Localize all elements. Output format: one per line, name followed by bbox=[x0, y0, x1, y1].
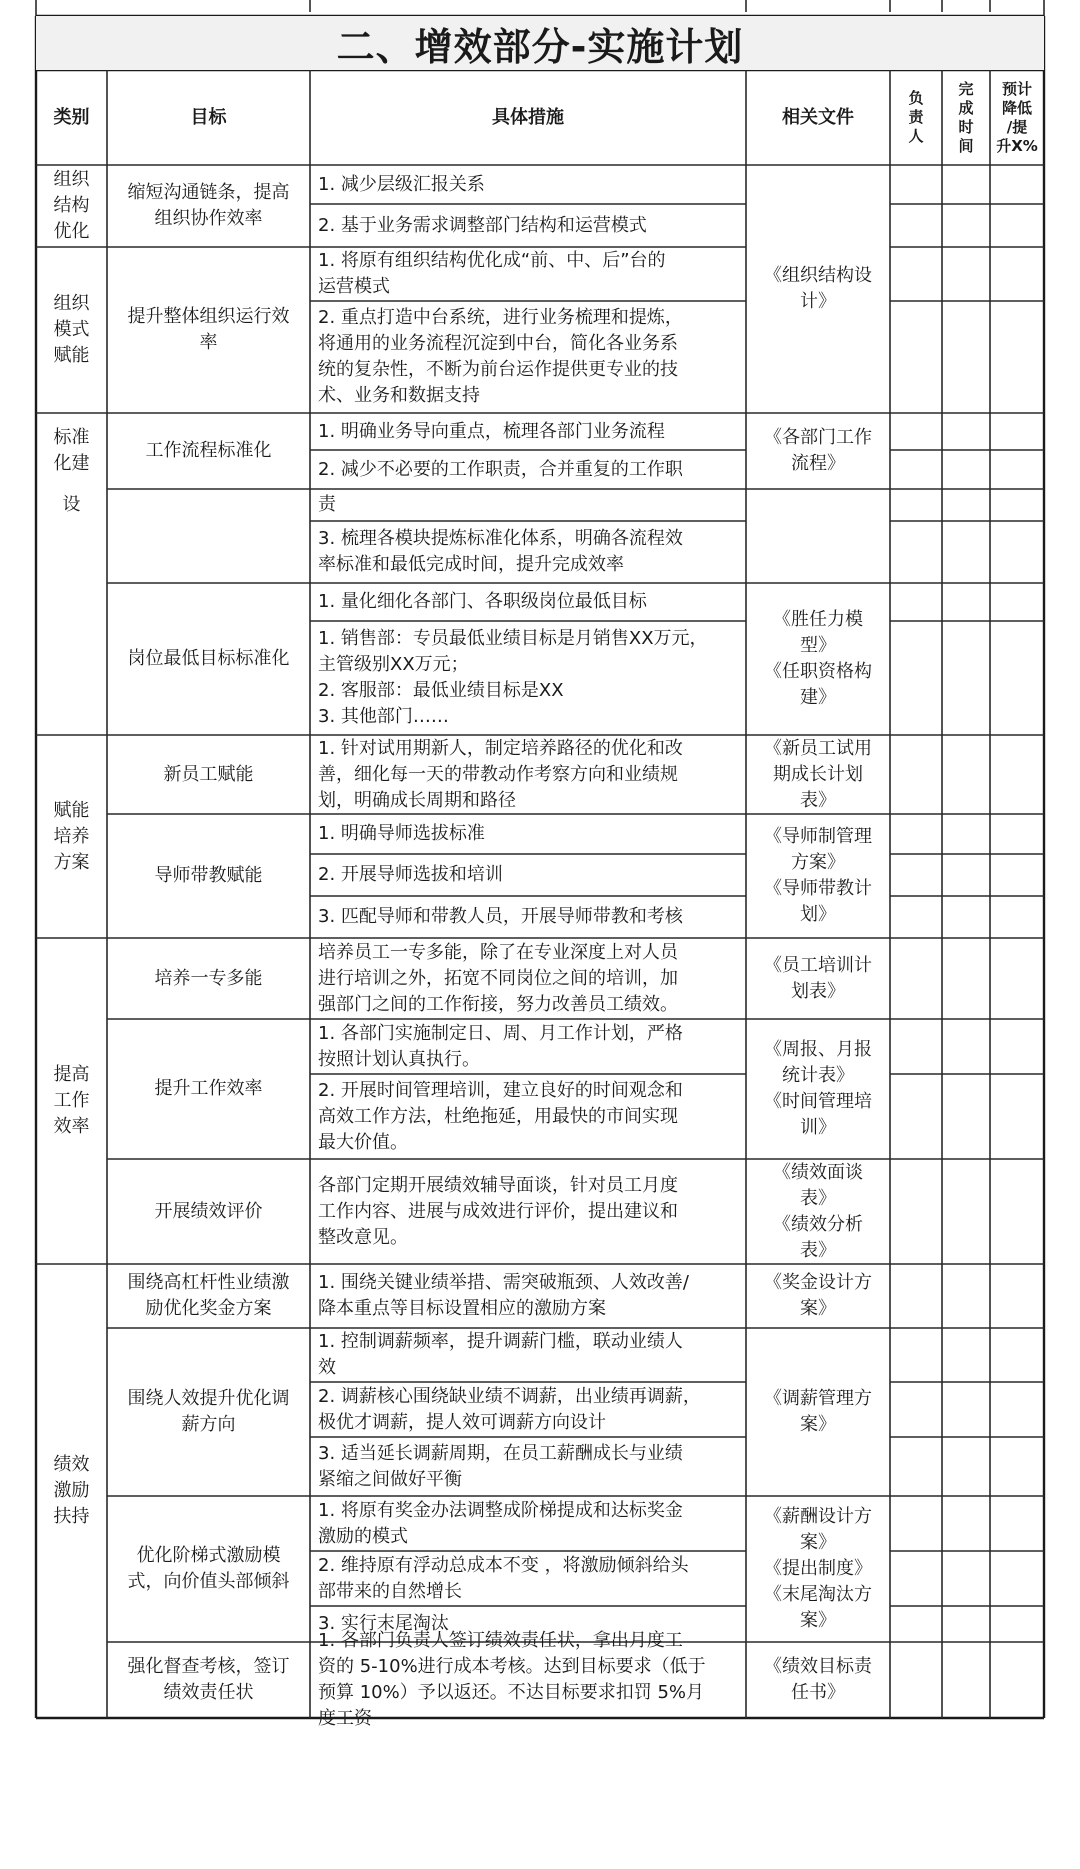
measure-cell: 责 bbox=[318, 494, 336, 515]
file-cell: 《奖金设计方 案》 bbox=[764, 1272, 872, 1319]
header-files: 相关文件 bbox=[782, 106, 854, 128]
measure-cell: 1. 围绕关键业绩举措、需突破瓶颈、人效改善/ 降本重点等目标设置相应的激励方案 bbox=[318, 1272, 689, 1319]
measure-cell: 1. 量化细化各部门、各职级岗位最低目标 bbox=[318, 591, 647, 612]
file-cell: 《绩效目标责 任书》 bbox=[764, 1656, 872, 1703]
goal-cell: 提升工作效率 bbox=[154, 1078, 263, 1099]
measure-cell: 各部门定期开展绩效辅导面谈，针对员工月度 工作内容、进展与成效进行评价，提出建议和 整改意见。 bbox=[318, 1174, 678, 1248]
measure-cell: 2. 调薪核心围绕缺业绩不调薪，出业绩再调薪， 极优才调薪，提人效可调薪方向设计 bbox=[318, 1385, 701, 1433]
measure-cell: 1. 将原有组织结构优化成“前、中、后”台的 运营模式 bbox=[318, 250, 666, 297]
measure-cell: 2. 基于业务需求调整部门结构和运营模式 bbox=[318, 214, 647, 236]
header-owner: 负 责 人 bbox=[908, 89, 924, 145]
measure-cell: 1. 针对试用期新人，制定培养路径的优化和改 善，细化每一天的带教动作考察方向和业绩规 划，明确成长周期和路径 bbox=[318, 737, 683, 811]
goal-cell: 围绕高杠杆性业绩激 励优化奖金方案 bbox=[127, 1272, 290, 1319]
file-cell: 《组织结构设 计》 bbox=[764, 265, 872, 312]
measure-cell: 2. 维持原有浮动总成本不变 ，将激励倾斜给头 部带来的自然增长 bbox=[318, 1554, 689, 1602]
header-measures: 具体措施 bbox=[492, 106, 564, 128]
measure-cell: 1. 减少层级汇报关系 bbox=[318, 173, 485, 195]
measure-cell: 1. 明确导师选拔标准 bbox=[318, 823, 485, 844]
file-cell: 《新员工试用 期成长计划 表》 bbox=[764, 737, 872, 811]
measure-cell: 3. 实行末尾淘汰 bbox=[318, 1613, 449, 1634]
goal-cell: 强化督查考核，签订 绩效责任状 bbox=[127, 1656, 290, 1703]
header-category: 类别 bbox=[53, 106, 90, 128]
measure-cell: 培养员工一专多能，除了在专业深度上对人员 进行培训之外，拓宽不同岗位之间的培训，加 强部门之间的工作衔接，努力改善员工绩效。 bbox=[318, 941, 678, 1015]
measure-cell: 1. 销售部：专员最低业绩目标是月销售XX万元， 主管级别XX万元； 2. 客服部：最低业绩目标是XX 3. 其他部门…… bbox=[318, 628, 708, 727]
goal-cell: 优化阶梯式激励模 式，向价值头部倾斜 bbox=[127, 1545, 290, 1592]
measure-cell: 2. 开展时间管理培训，建立良好的时间观念和 高效工作方法，杜绝拖延，用最快的市间实现 最大价值。 bbox=[318, 1079, 683, 1153]
file-cell: 《各部门工作 流程》 bbox=[764, 427, 872, 474]
measure-cell: 1. 将原有奖金办法调整成阶梯提成和达标奖金 激励的模式 bbox=[318, 1499, 683, 1547]
header-finish-time: 完 成 时 间 bbox=[958, 79, 974, 155]
measure-cell: 1. 明确业务导向重点，梳理各部门业务流程 bbox=[318, 420, 665, 442]
file-cell: 《胜任力模 型》 《任职资格构 建》 bbox=[764, 609, 872, 708]
goal-cell: 岗位最低目标标准化 bbox=[127, 648, 290, 669]
measure-cell: 2. 重点打造中台系统，进行业务梳理和提炼， 将通用的业务流程沉淀到中台，简化各业务系 统的复杂性，不断为前台运作提供更专业的技 术、业务和数据支持 bbox=[318, 307, 683, 406]
measure-cell: 2. 减少不必要的工作职责，合并重复的工作职 bbox=[318, 458, 683, 480]
goal-cell: 导师带教赋能 bbox=[154, 865, 263, 886]
header-expected: 预计 降低 /提 升X% bbox=[996, 79, 1038, 155]
goal-cell: 工作流程标准化 bbox=[145, 440, 272, 461]
measure-cell: 2. 开展导师选拔和培训 bbox=[318, 864, 503, 885]
measure-cell: 3. 适当延长调薪周期，在员工薪酬成长与业绩 紧缩之间做好平衡 bbox=[318, 1442, 683, 1490]
category-cell: 组织 模式 赋能 bbox=[53, 293, 90, 366]
file-cell: 《绩效面谈 表》 《绩效分析 表》 bbox=[773, 1161, 863, 1261]
category-cell: 标准 化建 bbox=[53, 427, 90, 474]
goal-cell: 开展绩效评价 bbox=[154, 1200, 263, 1222]
category-cell: 设 bbox=[62, 494, 81, 515]
file-cell: 《薪酬设计方 案》 《提出制度》 《末尾淘汰方 案》 bbox=[764, 1506, 872, 1631]
file-cell: 《调薪管理方 案》 bbox=[764, 1388, 872, 1435]
goal-cell: 围绕人效提升优化调 薪方向 bbox=[127, 1388, 290, 1435]
category-cell: 赋能 培养 方案 bbox=[53, 799, 90, 873]
measure-cell: 3. 匹配导师和带教人员，开展导师带教和考核 bbox=[318, 906, 683, 927]
page-title: 二、增效部分-实施计划 bbox=[36, 16, 1044, 70]
measure-cell: 3. 梳理各模块提炼标准化体系，明确各流程效 率标准和最低完成时间，提升完成效率 bbox=[318, 528, 683, 575]
goal-cell: 提升整体组织运行效 率 bbox=[127, 306, 290, 353]
goal-cell: 培养一专多能 bbox=[154, 967, 263, 989]
file-cell: 《导师制管理 方案》 《导师带教计 划》 bbox=[764, 826, 872, 925]
measure-cell: 1. 各部门实施制定日、周、月工作计划，严格 按照计划认真执行。 bbox=[318, 1022, 683, 1070]
category-cell: 提高 工作 效率 bbox=[53, 1064, 90, 1137]
measure-cell: 1. 各部门负责人签订绩效责任状，拿出月度工 资的 5-10%进行成本考核。达到目标要求（低于 预算 10%）予以返还。不达目标要求扣罚 5%月 度工资 bbox=[318, 1630, 706, 1729]
header-goal: 目标 bbox=[190, 106, 227, 128]
goal-cell: 缩短沟通链条，提高 组织协作效率 bbox=[127, 182, 290, 229]
category-cell: 绩效 激励 扶持 bbox=[53, 1454, 90, 1527]
goal-cell: 新员工赋能 bbox=[163, 763, 254, 785]
file-cell: 《员工培训计 划表》 bbox=[764, 954, 872, 1002]
file-cell: 《周报、月报 统计表》 《时间管理培 训》 bbox=[764, 1039, 872, 1138]
category-cell: 组织 结构 优化 bbox=[53, 169, 90, 242]
measure-cell: 1. 控制调薪频率，提升调薪门槛，联动业绩人 效 bbox=[318, 1331, 683, 1378]
